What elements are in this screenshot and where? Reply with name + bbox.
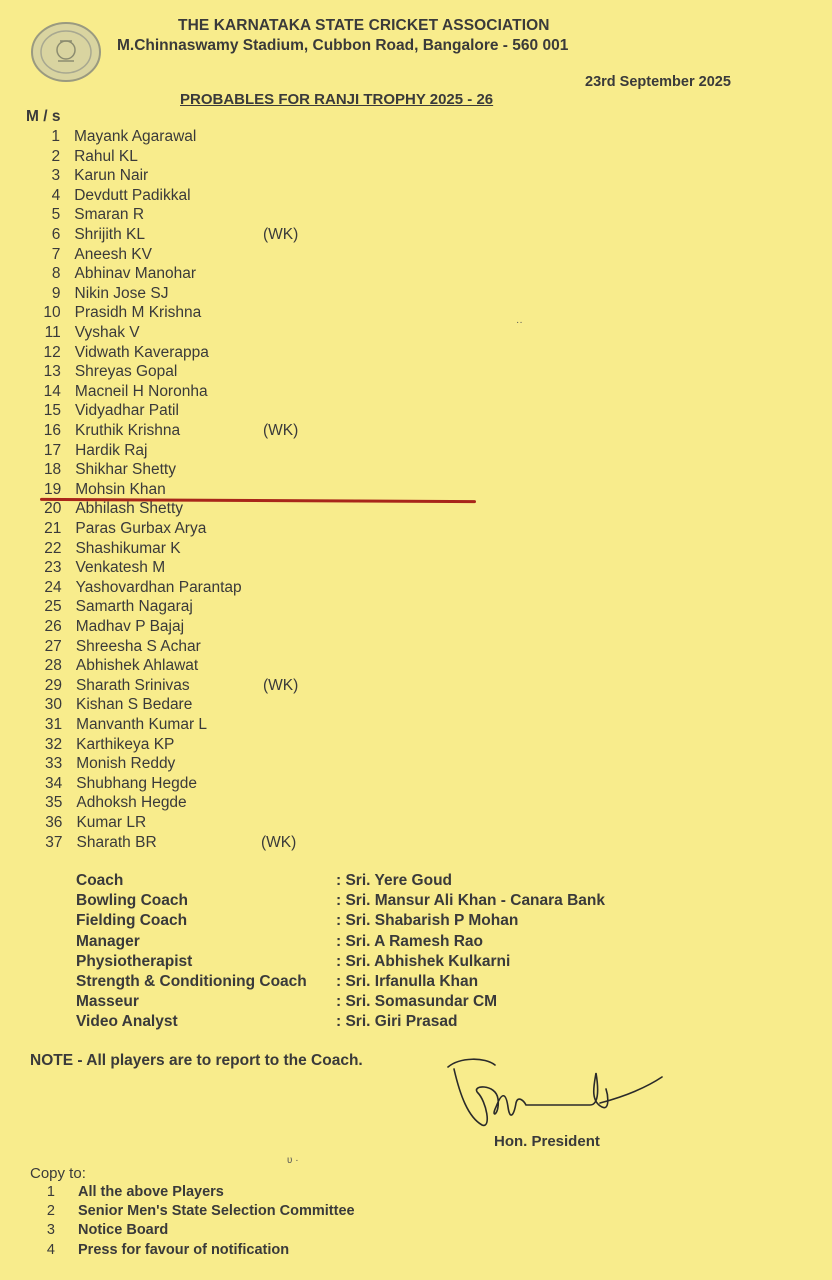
staff-role: Manager [76, 932, 140, 950]
player-name: Aneesh KV [74, 245, 152, 263]
player-number: 35 [45, 794, 63, 812]
wicketkeeper-tag: (WK) [263, 226, 299, 243]
player-name: Abhilash Shetty [75, 500, 184, 518]
player-number: 16 [43, 422, 62, 439]
player-name: Mohsin Khan [75, 480, 166, 498]
document-date: 23rd September 2025 [585, 74, 731, 90]
ms-label: M / s [26, 108, 61, 125]
player-number: 19 [44, 480, 62, 498]
player-number: 34 [45, 774, 63, 792]
player-number: 12 [43, 343, 61, 361]
copy-to-text: All the above Players [78, 1184, 224, 1200]
player-number: 32 [44, 735, 63, 753]
player-name: Kruthik Krishna [75, 422, 181, 439]
paper-speck: ʋ · [287, 1155, 299, 1166]
copy-to-number: 3 [46, 1222, 55, 1239]
copy-to-number: 1 [46, 1184, 55, 1200]
player-name: Vidyadhar Patil [74, 402, 179, 420]
player-number: 3 [51, 167, 61, 185]
player-name: Prasidh M Krishna [74, 304, 202, 322]
player-name: Rahul KL [74, 147, 138, 165]
player-number: 14 [43, 382, 61, 400]
player-name: Mayank Agarawal [74, 128, 197, 145]
copy-to-number: 2 [46, 1203, 55, 1220]
player-name: Macneil H Noronha [74, 382, 208, 400]
player-name: Nikin Jose SJ [74, 284, 169, 302]
player-number: 20 [44, 500, 62, 518]
staff-role: Bowling Coach [76, 892, 188, 910]
player-name: Venkatesh M [75, 559, 166, 577]
staff-role: Strength & Conditioning Coach [76, 973, 307, 990]
player-number: 10 [43, 304, 61, 322]
player-name: Shashikumar K [75, 539, 181, 557]
player-name: Kumar LR [76, 814, 147, 831]
player-number: 13 [43, 363, 61, 381]
player-name: Karun Nair [74, 167, 149, 185]
player-number: 27 [44, 637, 62, 655]
player-number: 9 [51, 284, 61, 302]
player-name: Abhinav Manohar [74, 265, 196, 283]
player-number: 18 [43, 461, 62, 479]
player-name: Kishan S Bedare [76, 696, 193, 714]
player-number: 11 [44, 324, 61, 341]
staff-role: Coach [76, 872, 124, 889]
staff-name: : Sri. Abhishek Kulkarni [336, 952, 511, 970]
staff-role: Masseur [76, 993, 139, 1011]
player-number: 25 [44, 598, 62, 616]
player-name: Karthikeya KP [76, 735, 175, 753]
player-number: 21 [44, 520, 62, 537]
handwritten-signature-icon [440, 1055, 670, 1135]
player-number: 6 [51, 226, 61, 243]
staff-role: Video Analyst [76, 1013, 178, 1031]
player-name: Abhishek Ahlawat [75, 657, 199, 675]
player-name: Manvanth Kumar L [76, 716, 208, 733]
player-name: Shreyas Gopal [74, 363, 178, 381]
staff-name: : Sri. Mansur Ali Khan - Canara Bank [336, 892, 606, 910]
player-number: 28 [44, 657, 62, 675]
copy-to-text: Senior Men's State Selection Committee [78, 1203, 355, 1220]
player-number: 4 [51, 186, 61, 204]
association-title: THE KARNATAKA STATE CRICKET ASSOCIATION [178, 17, 550, 34]
player-name: Adhoksh Hegde [76, 794, 187, 812]
ksca-seal-icon [30, 21, 102, 83]
player-number: 8 [51, 265, 61, 283]
player-number: 33 [44, 755, 63, 773]
player-name: Shikhar Shetty [75, 461, 176, 479]
player-name: Devdutt Padikkal [74, 186, 191, 204]
staff-name: : Sri. A Ramesh Rao [336, 932, 484, 950]
player-number: 22 [44, 539, 62, 557]
staff-name: : Sri. Irfanulla Khan [336, 973, 479, 990]
player-name: Shubhang Hegde [76, 774, 197, 792]
player-name: Sharath BR [76, 833, 157, 851]
association-address: M.Chinnaswamy Stadium, Cubbon Road, Bangalore - 560 001 [117, 37, 569, 54]
player-number: 5 [51, 206, 61, 224]
player-name: Shrijith KL [74, 226, 145, 243]
wicketkeeper-tag: (WK) [263, 676, 299, 694]
player-name: Samarth Nagaraj [75, 598, 193, 616]
staff-role: Fielding Coach [76, 912, 188, 930]
staff-name: : Sri. Somasundar CM [336, 993, 498, 1011]
player-number: 36 [45, 814, 63, 831]
player-number: 23 [44, 559, 62, 577]
wicketkeeper-tag: (WK) [263, 422, 299, 439]
player-name: Yashovardhan Parantap [75, 578, 242, 596]
copy-to-number: 4 [46, 1241, 55, 1258]
player-name: Vidwath Kaverappa [74, 343, 209, 361]
player-number: 24 [44, 578, 62, 596]
signatory-title: Hon. President [494, 1133, 600, 1150]
player-number: 37 [45, 833, 63, 851]
staff-name: : Sri. Yere Goud [336, 872, 453, 889]
player-number: 31 [44, 716, 63, 733]
player-name: Vyshak V [74, 324, 140, 341]
paper-speck: ·· [516, 317, 523, 328]
staff-name: : Sri. Giri Prasad [336, 1013, 458, 1031]
staff-name: : Sri. Shabarish P Mohan [336, 912, 519, 930]
player-name: Hardik Raj [75, 441, 148, 459]
player-number: 26 [44, 618, 62, 635]
player-number: 7 [51, 245, 61, 263]
copy-to-text: Notice Board [78, 1222, 169, 1239]
player-number: 30 [44, 696, 63, 714]
player-name: Sharath Srinivas [75, 676, 190, 694]
player-number: 2 [51, 147, 61, 165]
player-number: 17 [43, 441, 62, 459]
player-number: 15 [43, 402, 61, 420]
staff-role: Physiotherapist [76, 952, 193, 970]
player-name: Smaran R [74, 206, 145, 224]
copy-to-text: Press for favour of notification [78, 1241, 290, 1258]
player-name: Shreesha S Achar [75, 637, 201, 655]
wicketkeeper-tag: (WK) [261, 833, 297, 851]
note-text: NOTE - All players are to report to the Coach. [30, 1052, 363, 1069]
player-name: Paras Gurbax Arya [75, 520, 207, 537]
player-name: Madhav P Bajaj [75, 618, 185, 635]
player-number: 1 [51, 128, 60, 145]
copy-to-label: Copy to: [30, 1165, 86, 1182]
player-number: 29 [44, 676, 62, 694]
document-heading: PROBABLES FOR RANJI TROPHY 2025 - 26 [180, 91, 494, 108]
player-name: Monish Reddy [76, 755, 176, 773]
